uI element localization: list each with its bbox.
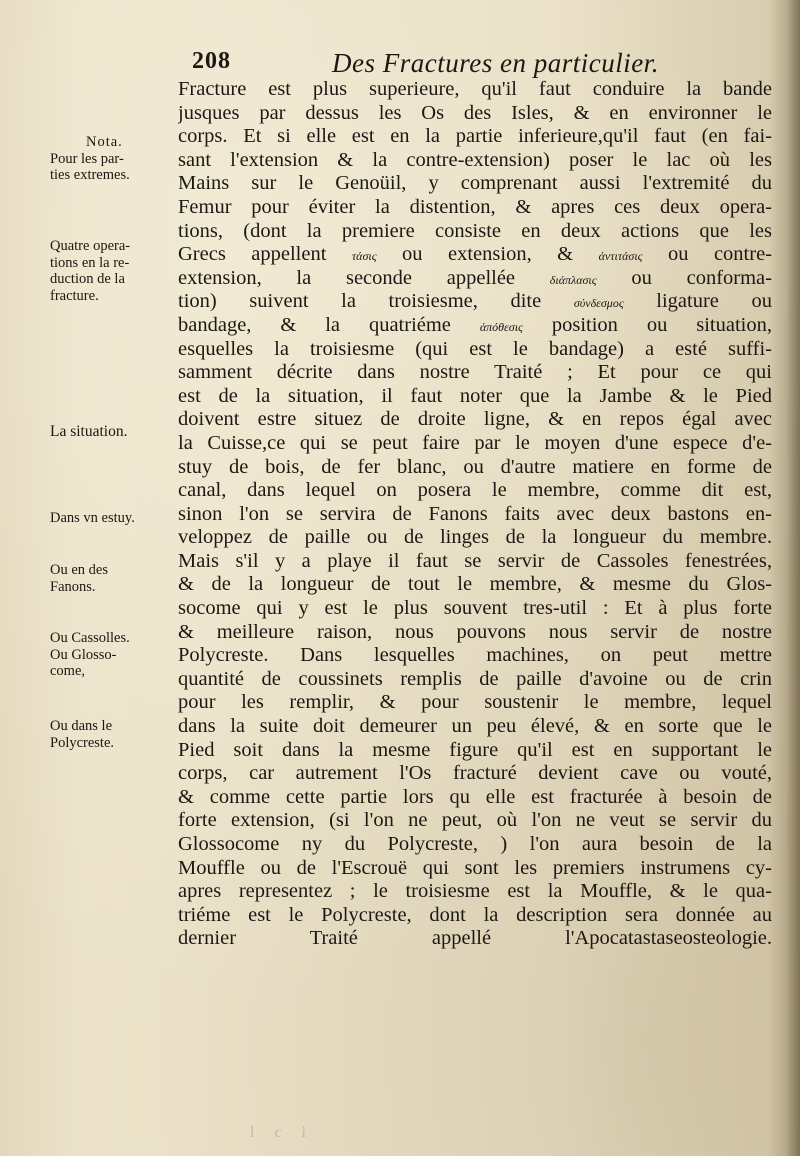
margin-notes [0, 0, 180, 1156]
greek-term: διάπλασις [549, 272, 597, 287]
margin-note-line: Ou Glosso- [50, 646, 117, 663]
margin-note-line: Fanons. [50, 578, 96, 595]
body-text-line: canal, dans lequel on posera le membre, comme dit est, [178, 479, 772, 502]
body-text-line: dernier Traité appellé l'Apocatastaseosteologie. [178, 927, 772, 950]
body-text-line: la Cuisse,ce qui se peut faire par le moyen d'une espece d'e- [178, 431, 772, 454]
body-text-line: forte extension, (si l'on ne peut, où l'on ne veut se servir du [178, 809, 772, 832]
body-text-line: & de la longueur de tout le membre, & mesme du Glos- [178, 573, 772, 596]
body-text-line: Pied soit dans la mesme figure qu'il est en supportant le [178, 738, 772, 761]
margin-note-line: come, [50, 663, 86, 679]
margin-note-polycreste [50, 718, 178, 751]
body-text-line: doivent estre situez de droite ligne, & en repos égal avec [178, 408, 772, 431]
body-text-line: Grecs appellent τάσις ou extension, & ἀντιτάσις ou contre- [178, 243, 772, 266]
running-title: Des Fractures en particulier. [332, 48, 659, 78]
body-text-line: esquelles la troisiesme (qui est le bandage) a esté suffi- [178, 337, 772, 360]
body-text-line: Mais s'il y a playe il faut se servir de Cassoles fenestrées, [178, 549, 772, 572]
margin-note-line: ties extremes. [50, 167, 130, 183]
body-text-line: Fracture est plus superieure, qu'il faut conduire la bande [178, 78, 772, 100]
greek-term: σύνδεσμος [573, 296, 624, 311]
body-text-line: Mains sur le Genoüil, y comprenant aussi l'extremité du [178, 172, 772, 195]
body-text-line: apres representez ; le troisiesme est la Mouffle, & le qua- [178, 880, 772, 903]
body-text-line: Femur pour éviter la distention, & apres ces deux opera- [178, 195, 772, 218]
body-text-line: quantité de coussinets remplis de paille d'avoine ou de crin [178, 667, 772, 690]
margin-note-line: Ou en des [50, 562, 108, 578]
margin-note-line: duction de la [50, 271, 125, 287]
body-text-line: sinon l'on se servira de Fanons faits avec deux bastons en- [178, 502, 772, 525]
margin-note-line: Ou Cassolles. [50, 630, 130, 646]
body-text-line: extension, la seconde appellée διάπλασις ou conforma- [178, 266, 772, 289]
margin-note-fanons [50, 562, 178, 595]
margin-note-line: Dans vn estuy. [50, 510, 135, 526]
body-text-line: Polycreste. Dans lesquelles machines, on peut mettre [178, 644, 772, 667]
body-text-line: & comme cette partie lors qu elle est fracturée à besoin de [178, 785, 772, 808]
body-text-line: corps. Et si elle est en la partie inferieure,qu'il faut (en fai- [178, 125, 772, 148]
body-text-line: samment décrite dans nostre Traité ; Et pour ce qui [178, 361, 772, 384]
body-text-line: sant l'extension & la contre-extension) poser le lac où les [178, 148, 772, 171]
body-text-line: stuy de bois, de fer blanc, ou d'autre matiere en forme de [178, 455, 772, 478]
margin-note-line: Quatre opera- [50, 238, 131, 254]
margin-note-estuy [50, 510, 178, 527]
body-text-line: pour les remplir, & pour soustenir le membre, lequel [178, 691, 772, 714]
bleed-through-text: l c i [250, 1124, 314, 1141]
body-text-line: bandage, & la quatriéme ἀπόθεσις position ou situation, [178, 313, 772, 336]
body-text-line: Glossocome ny du Polycreste, ) l'on aura besoin de la [178, 833, 772, 855]
body-text-line: & meilleure raison, nous pouvons nous servir de nostre [178, 620, 772, 643]
body-text-line: Mouffle ou de l'Escrouë qui sont les premiers instrumens cy- [178, 856, 772, 879]
body-text-line: tions, (dont la premiere consiste en deux actions que les [178, 219, 772, 242]
margin-note-line: Polycreste. [50, 734, 115, 751]
margin-note-nota [50, 134, 178, 184]
page-edge-shadow [786, 0, 800, 1156]
body-text-line: socome qui y est le plus souvent tres-util : Et à plus forte [178, 597, 772, 620]
greek-term: τάσις [351, 249, 377, 264]
body-text-line: veloppez de paille ou de linges de la longueur du membre. [178, 526, 772, 549]
margin-note-line: Ou dans le [50, 718, 113, 734]
margin-note-line: Pour les par- [50, 150, 124, 167]
margin-note-line: fracture. [50, 287, 99, 304]
body-text-line: triéme est le Polycreste, dont la description sera donnée au [178, 903, 772, 926]
margin-note-quatre-operations [50, 238, 178, 304]
margin-note-cassolles [50, 630, 178, 680]
body-text-line: corps, car autrement l'Os fracturé devient cave ou vouté, [178, 762, 772, 785]
margin-note-line: tions en la re- [50, 254, 130, 271]
page-number: 208 [192, 48, 231, 74]
body-text-line: dans la suite doit demeurer un peu élevé, & en sorte que le [178, 715, 772, 738]
greek-term: ἀντιτάσις [598, 249, 643, 264]
margin-note-line: Nota. [86, 134, 123, 150]
main-text-block [178, 78, 772, 951]
body-text-line: jusques par dessus les Os des Isles, & en environner le [178, 101, 772, 124]
body-text-line: est de la situation, il faut noter que la Jambe & le Pied [178, 384, 772, 407]
greek-term: ἀπόθεσις [479, 319, 523, 334]
margin-note-situation [50, 424, 178, 441]
margin-note-line: La situation. [50, 423, 128, 440]
body-text-line: tion) suivent la troisiesme, dite σύνδεσμος ligature ou [178, 290, 772, 313]
